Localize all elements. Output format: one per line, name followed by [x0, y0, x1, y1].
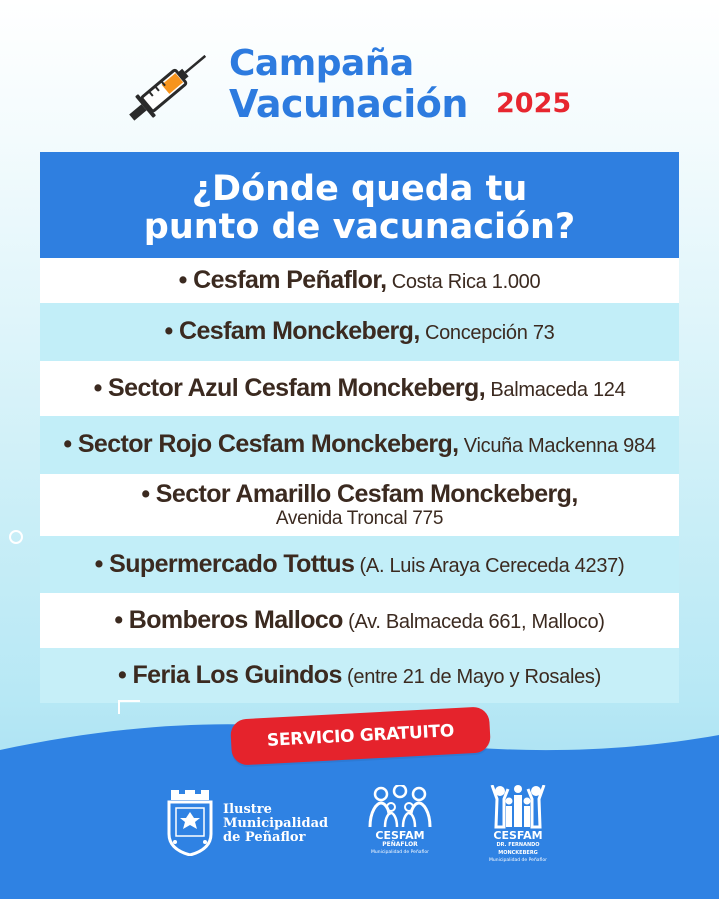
location-address: Concepción 73: [419, 322, 555, 344]
question-line1: ¿Dónde queda tu: [191, 169, 528, 209]
municipal-shield-icon: [165, 786, 215, 856]
cesfam2-sub: DR. FERNANDO MONCKEBERG: [496, 842, 540, 856]
location-address: Costa Rica 1.000: [386, 270, 541, 293]
location-name: • Supermercado Tottus: [94, 549, 355, 578]
campaign-header: [0, 0, 719, 150]
municipality-line2: Municipalidad: [223, 816, 329, 831]
cesfam1-name: CESFAM: [375, 829, 425, 842]
family-icon: [367, 785, 433, 829]
cesfam-penaflor-logo: [362, 785, 438, 856]
municipality-line1: Ilustre: [223, 802, 272, 817]
location-row: [40, 593, 679, 648]
location-name: • Bomberos Malloco: [114, 605, 343, 634]
location-row: [40, 303, 679, 361]
location-row: [40, 361, 679, 416]
campaign-year: 2025: [496, 88, 572, 119]
location-address: (entre 21 de Mayo y Rosales): [341, 665, 601, 688]
location-row: [40, 536, 679, 593]
question-heading: [40, 170, 679, 246]
location-address: (A. Luis Araya Cereceda 4237): [354, 554, 625, 577]
location-row: [40, 258, 679, 303]
location-name: • Sector Azul Cesfam Monckeberg,: [93, 373, 486, 402]
cesfam1-sub: PEÑAFLOR: [382, 841, 418, 848]
question-line2: punto de vacunación?: [143, 207, 576, 247]
cesfam1-sub2: Municipalidad de Peñaflor: [370, 850, 429, 855]
location-address: Vicuña Mackenna 984: [458, 435, 656, 457]
location-address: Balmaceda 124: [485, 378, 626, 401]
location-address: Avenida Troncal 775: [275, 508, 444, 529]
decorative-circle: [9, 530, 23, 544]
location-name: • Cesfam Monckeberg,: [164, 317, 420, 345]
cesfam2-name: CESFAM: [493, 829, 543, 842]
location-address: (Av. Balmaceda 661, Malloco): [342, 610, 605, 633]
location-name: • Cesfam Peñaflor,: [178, 265, 387, 294]
syringe-icon: [115, 42, 220, 134]
question-panel: [40, 152, 679, 260]
cesfam-monckeberg-logo: [478, 785, 558, 864]
municipality-name: [223, 803, 328, 845]
location-name: • Sector Amarillo Cesfam Monckeberg,: [141, 480, 578, 508]
campaign-title-line1: Campaña: [229, 43, 414, 84]
people-raised-arms-icon: [486, 785, 550, 829]
cesfam2-sub2: Municipalidad de Peñaflor: [488, 858, 547, 863]
municipality-line3: de Peñaflor: [223, 830, 306, 845]
free-service-label: SERVICIO GRATUITO: [266, 721, 455, 751]
location-name: • Feria Los Guindos: [118, 660, 342, 689]
location-row: [40, 416, 679, 474]
campaign-title-line2: Vacunación: [229, 82, 468, 126]
location-name: • Sector Rojo Cesfam Monckeberg,: [63, 430, 459, 458]
location-row: [40, 474, 679, 536]
